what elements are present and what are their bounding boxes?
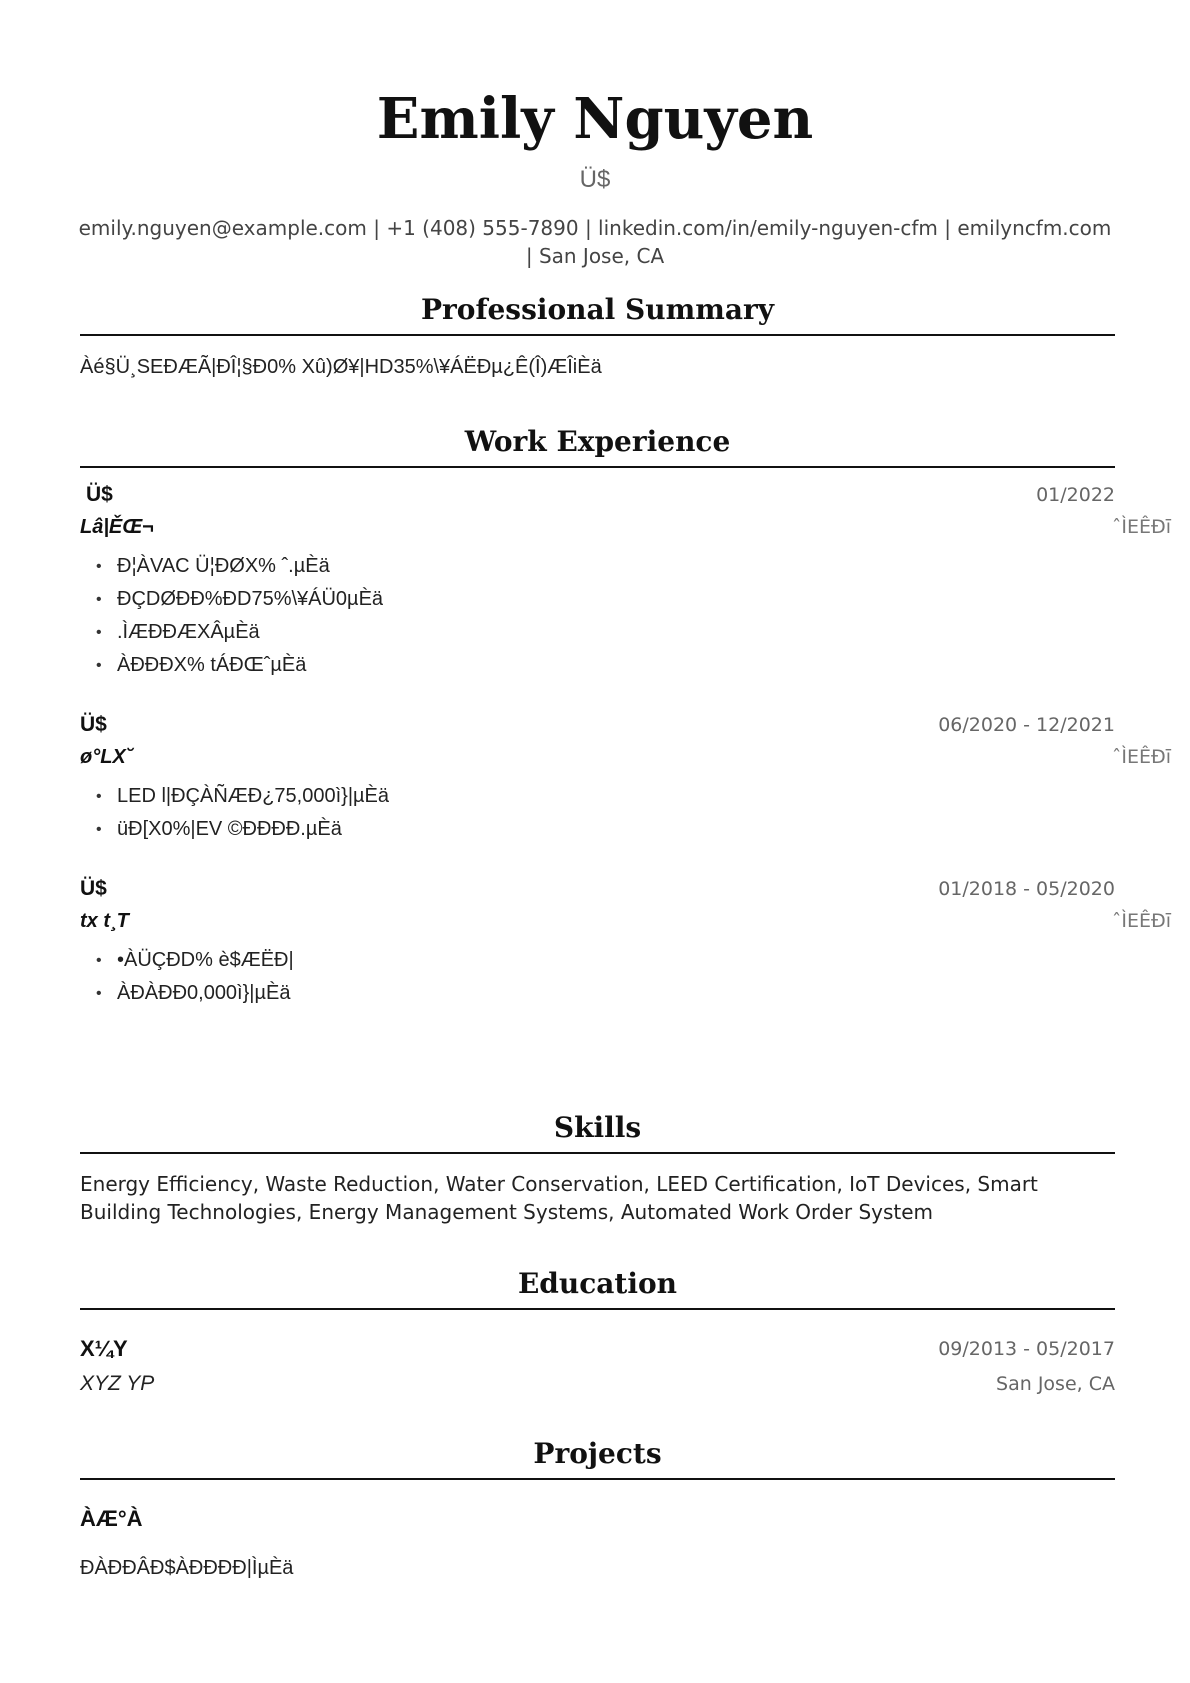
experience-entry	[80, 710, 1171, 846]
skills-text: Energy Efficiency, Waste Reduction, Water Conservation, LEED Certification, IoT Devices, Smart Building Technologies, Energy Management Systems, Automated Work Order System	[80, 1172, 1038, 1224]
entry-location: ˆÌЕÊÐī	[1111, 746, 1171, 768]
experience-heading: Work Experience	[80, 422, 1115, 468]
entry-bullets	[80, 780, 1115, 846]
list-item: • Ð¦ÀVAC Ü¦ÐØX% ˆ.µÈä	[96, 555, 330, 577]
entry-location: ˆÌЕÊÐī	[1111, 516, 1171, 538]
project-description: ÐÀÐÐÂÐ$ÀÐÐÐÐ|ÌµÈä	[80, 1557, 294, 1579]
skills-heading: Skills	[80, 1108, 1115, 1154]
entry-title: ø°LX˘	[80, 746, 133, 768]
list-item: • ÀÐÀÐÐ0,000ì}|µÈä	[96, 982, 291, 1004]
entry-company: Ü$	[80, 877, 107, 900]
resume-header	[0, 0, 1190, 270]
list-item: • .ÌÆÐÐÆXÂµÈä	[96, 621, 260, 643]
list-item: • üÐ[X0%|EV ©ÐÐÐÐ.µÈä	[96, 818, 342, 840]
entry-bullets	[80, 944, 1115, 1010]
list-item: • ÀÐÐÐX% tÁÐŒˆµÈä	[96, 654, 307, 676]
candidate-subtitle: Ü$	[579, 166, 611, 193]
candidate-name: Emily Nguyen	[376, 86, 814, 152]
experience-entry	[80, 874, 1171, 1010]
education-heading: Education	[80, 1264, 1115, 1310]
entry-bullets	[80, 550, 1115, 682]
entry-date: 01/2018 - 05/2020	[938, 878, 1115, 900]
summary-section	[80, 290, 1115, 380]
list-item: • •ÀÜÇÐD% è$ÆËÐ|	[96, 949, 294, 971]
education-degree: XYZ YP	[80, 1372, 155, 1395]
experience-section	[80, 422, 1171, 1010]
education-school: X¼Y	[80, 1336, 128, 1361]
education-date: 09/2013 - 05/2017	[938, 1338, 1115, 1360]
skills-section	[80, 1108, 1115, 1226]
entry-date: 06/2020 - 12/2021	[938, 714, 1115, 736]
entry-title: Lâ|ĚŒ¬	[80, 516, 154, 538]
entry-location: ˆÌЕÊÐī	[1111, 910, 1171, 932]
project-name: ÀÆ°À	[80, 1506, 143, 1531]
contact-line: emily.nguyen@example.com | +1 (408) 555-7890 | linkedin.com/in/emily-nguyen-cfm | emilyncfm.com | San Jose, CA	[78, 216, 1112, 268]
education-section	[80, 1264, 1115, 1402]
entry-company: Ü$	[86, 483, 113, 506]
entry-title: tx t¸T	[80, 910, 129, 932]
list-item: • ÐÇDØÐÐ%ÐD75%\¥ÁÜ0µÈä	[96, 588, 384, 610]
education-location: San Jose, CA	[996, 1373, 1115, 1395]
experience-entry	[80, 480, 1171, 682]
projects-heading: Projects	[80, 1434, 1115, 1480]
summary-heading: Professional Summary	[80, 290, 1115, 336]
entry-company: Ü$	[80, 713, 107, 736]
summary-text: Àé§Ü¸SEÐÆÃ|ÐÎ¦§Ð0% Xû)Ø¥|HD35%\¥ÁËÐµ¿Ê(Î)ÆÎiÈä	[80, 356, 602, 378]
entry-date: 01/2022	[1036, 484, 1115, 506]
projects-section	[80, 1434, 1115, 1582]
list-item: • LED l|ÐÇÀÑÆÐ¿75,000ì}|µÈä	[96, 785, 390, 807]
